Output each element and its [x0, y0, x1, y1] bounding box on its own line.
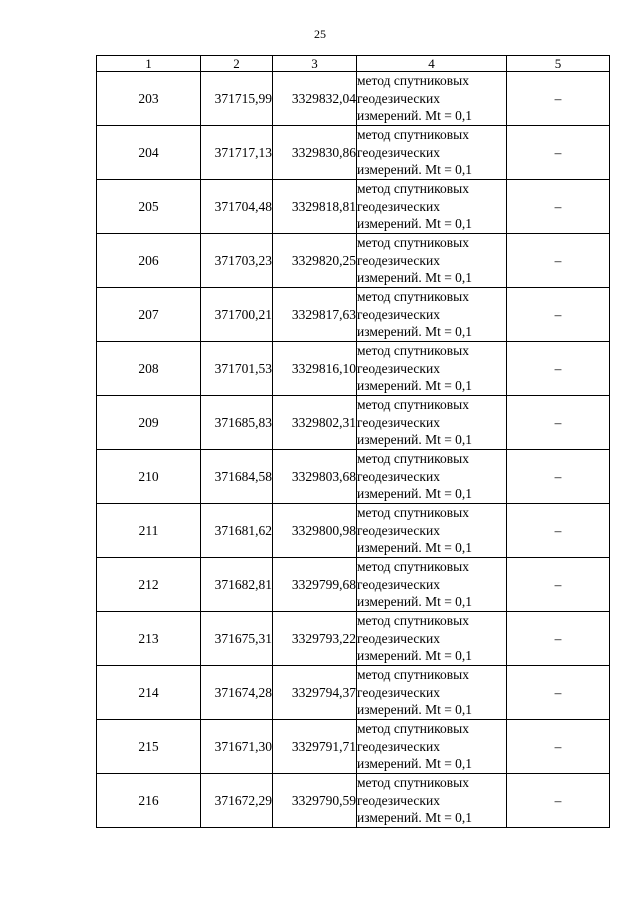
y-coordinate-cell: 3329803,68 — [273, 450, 357, 504]
point-number-cell: 215 — [97, 720, 201, 774]
method-cell — [357, 720, 507, 774]
y-coordinate-cell: 3329791,71 — [273, 720, 357, 774]
method-line: измерений. Mt = 0,1 — [357, 108, 473, 124]
method-line: геодезических — [357, 252, 440, 268]
method-cell — [357, 612, 507, 666]
point-number-cell: 204 — [97, 126, 201, 180]
point-number-cell: 209 — [97, 396, 201, 450]
x-coordinate-cell: 371684,58 — [201, 450, 273, 504]
y-coordinate-cell: 3329818,81 — [273, 180, 357, 234]
error-cell: – — [507, 504, 610, 558]
table-row — [97, 72, 610, 126]
y-coordinate-cell: 3329793,22 — [273, 612, 357, 666]
point-number-cell: 213 — [97, 612, 201, 666]
method-cell — [357, 774, 507, 828]
x-coordinate-cell: 371703,23 — [201, 234, 273, 288]
method-cell — [357, 504, 507, 558]
point-number-cell: 211 — [97, 504, 201, 558]
x-coordinate-cell: 371674,28 — [201, 666, 273, 720]
method-line: метод спутниковых — [357, 235, 469, 251]
method-line: метод спутниковых — [357, 397, 469, 413]
x-coordinate-cell: 371685,83 — [201, 396, 273, 450]
method-line: геодезических — [357, 792, 440, 808]
coordinates-table — [96, 55, 610, 828]
method-line: геодезических — [357, 306, 440, 322]
table-body — [97, 72, 610, 828]
table-row — [97, 612, 610, 666]
method-line: геодезических — [357, 630, 440, 646]
method-cell — [357, 288, 507, 342]
method-line: метод спутниковых — [357, 289, 469, 305]
y-coordinate-cell: 3329802,31 — [273, 396, 357, 450]
method-line: геодезических — [357, 468, 440, 484]
x-coordinate-cell: 371715,99 — [201, 72, 273, 126]
method-cell — [357, 72, 507, 126]
method-cell — [357, 666, 507, 720]
method-line: измерений. Mt = 0,1 — [357, 432, 473, 448]
header-col-4: 4 — [357, 56, 507, 72]
point-number-cell: 212 — [97, 558, 201, 612]
method-line: геодезических — [357, 198, 440, 214]
point-number-cell: 214 — [97, 666, 201, 720]
y-coordinate-cell: 3329817,63 — [273, 288, 357, 342]
error-cell: – — [507, 450, 610, 504]
table-row — [97, 288, 610, 342]
x-coordinate-cell: 371675,31 — [201, 612, 273, 666]
error-cell: – — [507, 720, 610, 774]
method-line: измерений. Mt = 0,1 — [357, 216, 473, 232]
method-line: метод спутниковых — [357, 343, 469, 359]
method-line: измерений. Mt = 0,1 — [357, 378, 473, 394]
error-cell: – — [507, 396, 610, 450]
method-line: метод спутниковых — [357, 721, 469, 737]
method-line: геодезических — [357, 684, 440, 700]
error-cell: – — [507, 612, 610, 666]
method-line: измерений. Mt = 0,1 — [357, 648, 473, 664]
point-number-cell: 203 — [97, 72, 201, 126]
method-line: измерений. Mt = 0,1 — [357, 594, 473, 610]
x-coordinate-cell: 371704,48 — [201, 180, 273, 234]
error-cell: – — [507, 288, 610, 342]
y-coordinate-cell: 3329830,86 — [273, 126, 357, 180]
method-line: геодезических — [357, 738, 440, 754]
table-row — [97, 666, 610, 720]
y-coordinate-cell: 3329790,59 — [273, 774, 357, 828]
header-col-3: 3 — [273, 56, 357, 72]
point-number-cell: 205 — [97, 180, 201, 234]
table-row — [97, 234, 610, 288]
method-line: метод спутниковых — [357, 775, 469, 791]
method-line: метод спутниковых — [357, 181, 469, 197]
x-coordinate-cell: 371672,29 — [201, 774, 273, 828]
table-row — [97, 558, 610, 612]
x-coordinate-cell: 371701,53 — [201, 342, 273, 396]
error-cell: – — [507, 558, 610, 612]
method-line: измерений. Mt = 0,1 — [357, 810, 473, 826]
method-line: измерений. Mt = 0,1 — [357, 702, 473, 718]
y-coordinate-cell: 3329794,37 — [273, 666, 357, 720]
table-row — [97, 126, 610, 180]
method-line: измерений. Mt = 0,1 — [357, 162, 473, 178]
method-line: геодезических — [357, 360, 440, 376]
y-coordinate-cell: 3329800,98 — [273, 504, 357, 558]
table-row — [97, 180, 610, 234]
method-cell — [357, 396, 507, 450]
table-header-row — [97, 56, 610, 72]
point-number-cell: 216 — [97, 774, 201, 828]
method-line: метод спутниковых — [357, 505, 469, 521]
y-coordinate-cell: 3329820,25 — [273, 234, 357, 288]
method-line: измерений. Mt = 0,1 — [357, 756, 473, 772]
method-cell — [357, 342, 507, 396]
point-number-cell: 206 — [97, 234, 201, 288]
method-line: геодезических — [357, 522, 440, 538]
method-line: метод спутниковых — [357, 73, 469, 89]
method-line: измерений. Mt = 0,1 — [357, 270, 473, 286]
method-line: метод спутниковых — [357, 667, 469, 683]
point-number-cell: 210 — [97, 450, 201, 504]
table-row — [97, 774, 610, 828]
error-cell: – — [507, 180, 610, 234]
method-cell — [357, 126, 507, 180]
method-line: измерений. Mt = 0,1 — [357, 540, 473, 556]
page-number: 25 — [314, 27, 326, 41]
error-cell: – — [507, 342, 610, 396]
error-cell: – — [507, 72, 610, 126]
method-line: геодезических — [357, 144, 440, 160]
table-row — [97, 396, 610, 450]
table-row — [97, 342, 610, 396]
header-col-2: 2 — [201, 56, 273, 72]
method-line: геодезических — [357, 90, 440, 106]
x-coordinate-cell: 371681,62 — [201, 504, 273, 558]
x-coordinate-cell: 371700,21 — [201, 288, 273, 342]
point-number-cell: 208 — [97, 342, 201, 396]
y-coordinate-cell: 3329816,10 — [273, 342, 357, 396]
y-coordinate-cell: 3329799,68 — [273, 558, 357, 612]
point-number-cell: 207 — [97, 288, 201, 342]
error-cell: – — [507, 774, 610, 828]
method-line: геодезических — [357, 414, 440, 430]
x-coordinate-cell: 371671,30 — [201, 720, 273, 774]
method-line: метод спутниковых — [357, 451, 469, 467]
method-line: метод спутниковых — [357, 559, 469, 575]
header-col-1: 1 — [97, 56, 201, 72]
error-cell: – — [507, 126, 610, 180]
method-cell — [357, 180, 507, 234]
table-row — [97, 720, 610, 774]
method-line: метод спутниковых — [357, 613, 469, 629]
x-coordinate-cell: 371682,81 — [201, 558, 273, 612]
table-row — [97, 450, 610, 504]
table-row — [97, 504, 610, 558]
header-col-5: 5 — [507, 56, 610, 72]
method-line: метод спутниковых — [357, 127, 469, 143]
method-cell — [357, 450, 507, 504]
error-cell: – — [507, 666, 610, 720]
x-coordinate-cell: 371717,13 — [201, 126, 273, 180]
method-cell — [357, 558, 507, 612]
method-line: измерений. Mt = 0,1 — [357, 324, 473, 340]
method-cell — [357, 234, 507, 288]
y-coordinate-cell: 3329832,04 — [273, 72, 357, 126]
method-line: измерений. Mt = 0,1 — [357, 486, 473, 502]
error-cell: – — [507, 234, 610, 288]
method-line: геодезических — [357, 576, 440, 592]
